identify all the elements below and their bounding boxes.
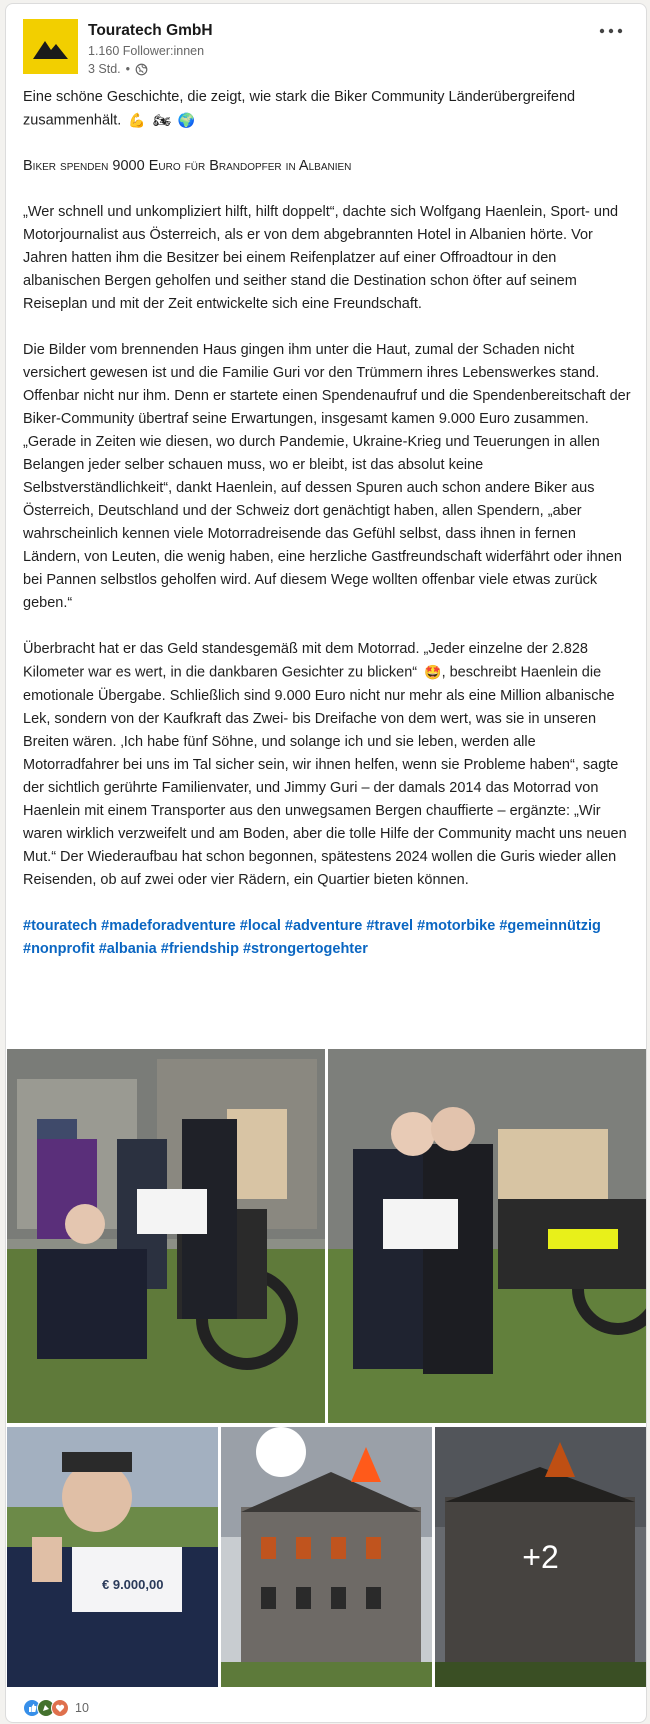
photo-old-man-with-check[interactable] xyxy=(7,1427,218,1687)
more-options-icon[interactable] xyxy=(595,21,627,41)
photo-group-with-check[interactable] xyxy=(7,1049,325,1423)
hashtag-link[interactable]: #albania xyxy=(98,940,157,957)
hashtag-link[interactable]: #friendship xyxy=(160,940,239,957)
post-body xyxy=(23,86,633,961)
post-paragraph-2: Die Bilder vom brennenden Haus gingen ihm unter die Haut, zumal der Schaden nicht versichert gewesen ist und die Familie Guri vor den Trümmern ihres Lebenswerkes stand. Offenbar nicht nur ihm. Denn er startete einen Spendenaufruf und die Spendenbereitschaft der Biker-Community übertraf seine Erwartungen, insgesamt kamen 9.000 Euro zusammen. „Gerade in Zeiten wie diesen, wo durch Pandemie, Ukraine-Krieg und Teuerungen in allen Belangen jeder selber schauen muss, wo er bleibt, ist das absolut keine Selbstverständlichkeit“, dankt Haenlein, auf dessen Spuren auch schon andere Biker aus Österreich, Deutschland und der Schweiz dort genächtigt haben, allen Spendern, „aber wahrscheinlich kennen viele Motorradreisende das Gefühl selbst, dass ihnen in fernen Ländern, von Leuten, die wenig haben, eine herzliche Gastfreundschaft widerfährt oder ihnen bei Pannen selbstlos geholfen wird. Auf diesem Wege wollten offenbar viele etwas zurück geben.“ xyxy=(23,342,631,612)
post-intro xyxy=(23,86,633,132)
hashtag-link[interactable]: #strongertogehter xyxy=(242,940,368,957)
hashtag-link[interactable]: #adventure xyxy=(284,917,363,934)
reaction-count[interactable]: 10 xyxy=(75,1701,89,1715)
photo-two-men-with-check[interactable] xyxy=(328,1049,646,1423)
photo-burning-house[interactable] xyxy=(221,1427,432,1687)
hashtag-link[interactable]: #gemeinnützig xyxy=(499,917,601,934)
post-time: 3 Std. xyxy=(88,62,121,76)
check-amount-label: € 9.000,00 xyxy=(102,1577,164,1592)
post-paragraph-1: „Wer schnell und unkompliziert hilft, hilft doppelt“, dachte sich Wolfgang Haenlein, Sport- und Motorjournalist aus Österreich, als er von dem abgebrannten Hotel in Albanien hörte. Vor Jahren hatten ihm die Besitzer bei einem Reifenplatzer auf einer Offroadtour in den albanischen Bergen geholfen und seither stand die Destination schon öfter auf seinem Reiseplan und mit der Zeit entwickelte sich eine Freundschaft. xyxy=(23,204,619,313)
company-logo[interactable] xyxy=(23,19,78,74)
intro-text: Eine schöne Geschichte, die zeigt, wie stark die Biker Community Länderübergreifend zusammenhält. xyxy=(23,89,576,129)
mountain-logo-icon xyxy=(23,19,78,74)
more-photos-count[interactable]: +2 xyxy=(435,1427,646,1687)
star-struck-emoji: 🤩 xyxy=(424,664,442,681)
photo-grid xyxy=(6,1049,646,1689)
globe-emoji: 🌍 xyxy=(177,112,196,128)
paragraph-3-part-a: Überbracht hat er das Geld standesgemäß mit dem Motorrad. „Jeder einzelne der 2.828 Kilometer war es wert, in die dankbaren Gesichter zu blicken“ xyxy=(23,641,588,681)
hashtag-link[interactable]: #local xyxy=(239,917,281,934)
follower-count: 1.160 Follower:innen xyxy=(88,44,205,58)
post-header xyxy=(23,19,629,79)
love-icon xyxy=(51,1699,69,1717)
post-paragraph-3 xyxy=(23,638,633,891)
globe-icon xyxy=(135,63,148,76)
motorcyclist-emoji: 🏍 xyxy=(152,112,171,128)
flexed-biceps-emoji: 💪 xyxy=(128,112,146,128)
post-meta xyxy=(88,62,148,76)
hashtag-list xyxy=(23,915,633,961)
hashtag-link[interactable]: #madeforadventure xyxy=(101,917,236,934)
separator-dot: • xyxy=(125,62,131,76)
hashtag-link[interactable]: #travel xyxy=(366,917,414,934)
post-card xyxy=(5,3,647,1723)
company-name[interactable]: Touratech GmbH xyxy=(88,22,213,39)
paragraph-3-part-b: , beschreibt Haenlein die emotionale Übergabe. Schließlich sind 9.000 Euro nicht nur mehr als eine Million albanische Lek, sondern von der Kaufkraft das Zwei- bis Dreifache von dem wert, was sie in unseren Breiten wären. ‚Ich habe fünf Söhne, und solange ich und sie leben, werden alle Motorradfahrer bei uns im Tal sicher sein, wir ihnen helfen, wenn sie Probleme haben“, sagte der sichtlich gerührte Familienvater, und Jimmy Guri – der damals 2014 das Motorrad von Haenlein mit einem Transporter aus den unwegsamen Bergen chauffierte – ergänzte: „Wir waren wirklich verzweifelt und am Boden, aber die tolle Hilfe der Community macht uns neuen Mut.“ Der Wiederaufbau hat schon begonnen, spätestens 2024 wollen die Guris wieder allen Reisenden, ob auf zwei oder vier Rädern, ein Quartier bieten können. xyxy=(23,664,627,888)
hashtag-link[interactable]: #motorbike xyxy=(417,917,496,934)
post-headline: Biker spenden 9000 Euro für Brandopfer in Albanien xyxy=(23,158,352,175)
hashtag-link[interactable]: #touratech xyxy=(23,917,98,934)
hashtag-link[interactable]: #nonprofit xyxy=(23,940,95,957)
reactions-bar[interactable] xyxy=(23,1698,89,1718)
photo-more[interactable] xyxy=(435,1427,646,1687)
